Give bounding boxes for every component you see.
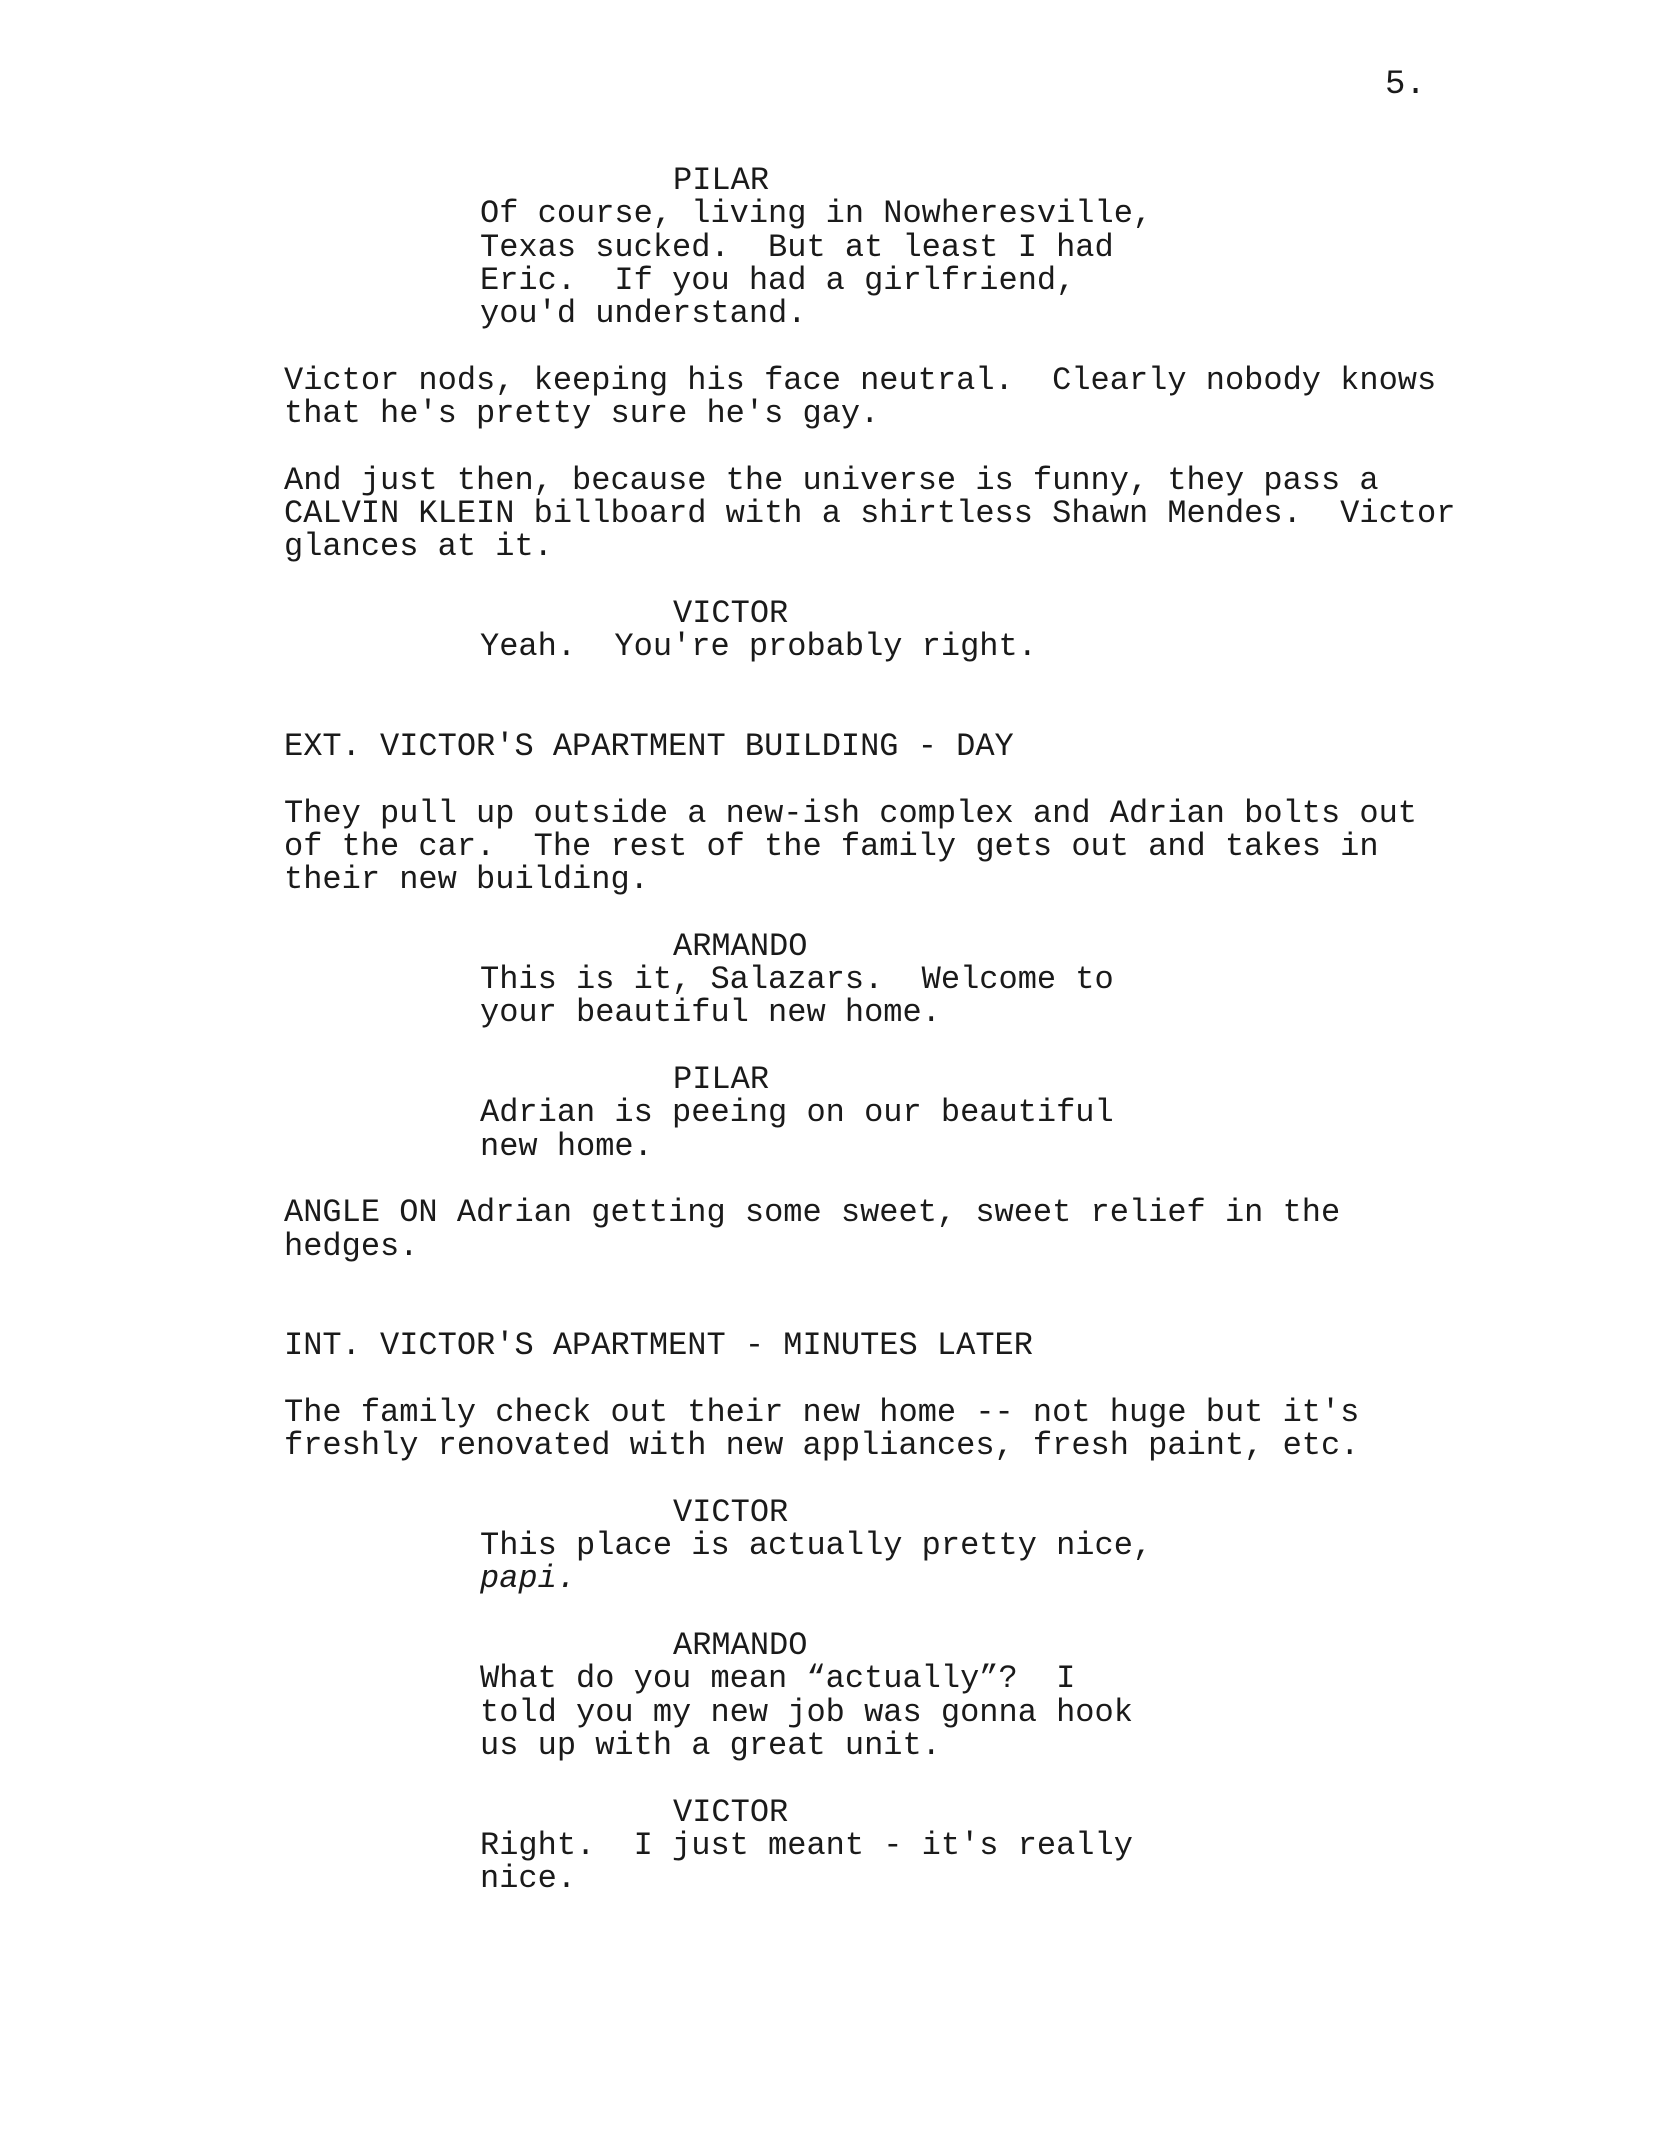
action-line: The family check out their new home -- not huge but it's (284, 1393, 1360, 1431)
dialogue-line: Yeah. You're probably right. (480, 628, 1037, 666)
dialogue-line: Of course, living in Nowheresville, (480, 195, 1153, 233)
dialogue-line: us up with a great unit. (480, 1726, 941, 1764)
page-number: 5. (1385, 66, 1426, 104)
dialogue-line: Texas sucked. But at least I had (480, 228, 1114, 266)
dialogue-line: you'd understand. (480, 295, 807, 333)
action-line: CALVIN KLEIN billboard with a shirtless Shawn Mendes. Victor (284, 494, 1456, 532)
dialogue-line: This place is actually pretty nice, (480, 1527, 1153, 1565)
dialogue-line: Right. I just meant - it's really (480, 1826, 1133, 1864)
action-line: that he's pretty sure he's gay. (284, 395, 880, 433)
action-line: They pull up outside a new-ish complex and Adrian bolts out (284, 794, 1417, 832)
character-cue: VICTOR (673, 594, 789, 632)
scene-heading: EXT. VICTOR'S APARTMENT BUILDING - DAY (284, 728, 1014, 766)
character-cue: VICTOR (673, 1493, 789, 1531)
scene-heading: INT. VICTOR'S APARTMENT - MINUTES LATER (284, 1327, 1033, 1365)
action-line: freshly renovated with new appliances, fresh paint, etc. (284, 1427, 1360, 1465)
dialogue-line: nice. (480, 1860, 577, 1898)
action-line: hedges. (284, 1227, 419, 1265)
dialogue-line: new home. (480, 1127, 653, 1165)
character-cue: PILAR (673, 1061, 770, 1099)
character-cue: ARMANDO (673, 927, 808, 965)
script-content (284, 162, 1484, 1898)
action-line: And just then, because the universe is funny, they pass a (284, 461, 1379, 499)
character-cue: PILAR (673, 162, 770, 199)
character-cue: VICTOR (673, 1793, 789, 1831)
dialogue-line: Adrian is peeing on our beautiful (480, 1094, 1114, 1132)
action-line: their new building. (284, 861, 649, 899)
action-line: ANGLE ON Adrian getting some sweet, sweet relief in the (284, 1194, 1341, 1232)
action-line: Victor nods, keeping his face neutral. Clearly nobody knows (284, 361, 1437, 399)
dialogue-line-italic: papi. (480, 1560, 577, 1598)
dialogue-line: This is it, Salazars. Welcome to (480, 961, 1114, 999)
action-line: of the car. The rest of the family gets out and takes in (284, 827, 1379, 865)
dialogue-line: your beautiful new home. (480, 994, 941, 1032)
action-line: glances at it. (284, 528, 553, 566)
dialogue-line: told you my new job was gonna hook (480, 1693, 1133, 1731)
character-cue: ARMANDO (673, 1627, 808, 1665)
dialogue-line: What do you mean “actually”? I (480, 1660, 1076, 1698)
dialogue-line: Eric. If you had a girlfriend, (480, 261, 1076, 299)
